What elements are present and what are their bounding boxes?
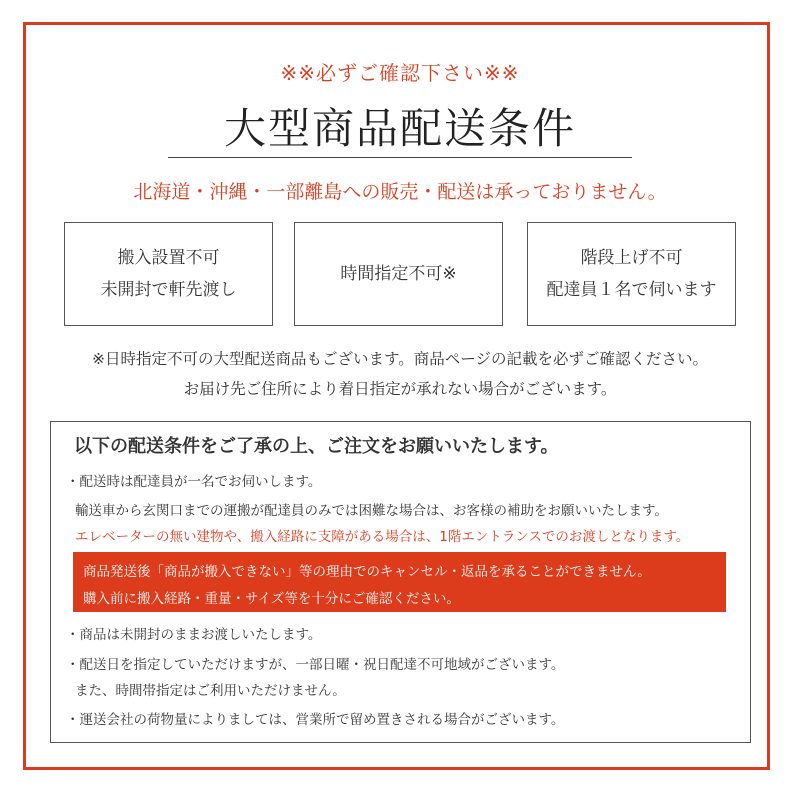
detail-line: ・配送日を指定していただけますが、一部日曜・祝日配達不可地域がございます。 [66, 657, 565, 673]
region-notice: 北海道・沖縄・一部離島への販売・配送は承っておりません。 [133, 181, 667, 203]
details-heading: 以下の配送条件をご了承の上、ご注文をお願いいたします。 [74, 436, 559, 457]
date-note: ※日時指定不可の大型配送商品もございます。商品ページの記載を必ずご確認ください。 [92, 350, 708, 368]
band-line: 購入前に搬入経路・重量・サイズ等を十分にご確認ください。 [83, 591, 460, 607]
condition-line: 搬入設置不可 [117, 248, 220, 268]
condition-line: 未開封で軒先渡し [100, 280, 237, 300]
address-note: お届け先ご住所により着日指定が承れない場合がございます。 [183, 380, 617, 398]
band-line: 商品発送後「商品が搬入できない」等の理由でのキャンセル・返品を承ることができません。 [83, 564, 651, 580]
condition-box-stairs [527, 222, 736, 326]
cancellation-warning-band [73, 552, 726, 612]
detail-line: ・配送時は配達員が一名でお伺いします。 [66, 474, 322, 490]
detail-line-warning: エレベーターの無い建物や、搬入経路に支障がある場合は、1階エントランスでのお渡しとなります。 [75, 529, 690, 545]
condition-box-time [294, 222, 503, 326]
detail-line: 輸送車から玄関口までの運搬が配達員のみでは困難な場合は、お客様の補助をお願いいたします。 [75, 503, 668, 519]
page-title: 大型商品配送条件 [223, 104, 576, 153]
detail-line: また、時間帯指定はご利用いただけません。 [75, 683, 346, 699]
confirm-notice: ※※必ずご確認下さい※※ [280, 61, 520, 85]
condition-line: 時間指定不可※ [340, 264, 457, 284]
condition-line: 配達員１名で伺います [546, 280, 717, 300]
detail-line: ・運送会社の荷物量によりましては、営業所で留め置きされる場合がございます。 [66, 712, 565, 728]
condition-line: 階段上げ不可 [580, 248, 683, 268]
delivery-details-box [50, 421, 751, 743]
detail-line: ・商品は未開封のままお渡しいたします。 [66, 627, 322, 643]
title-divider [168, 157, 632, 158]
condition-box-installation [64, 222, 273, 326]
